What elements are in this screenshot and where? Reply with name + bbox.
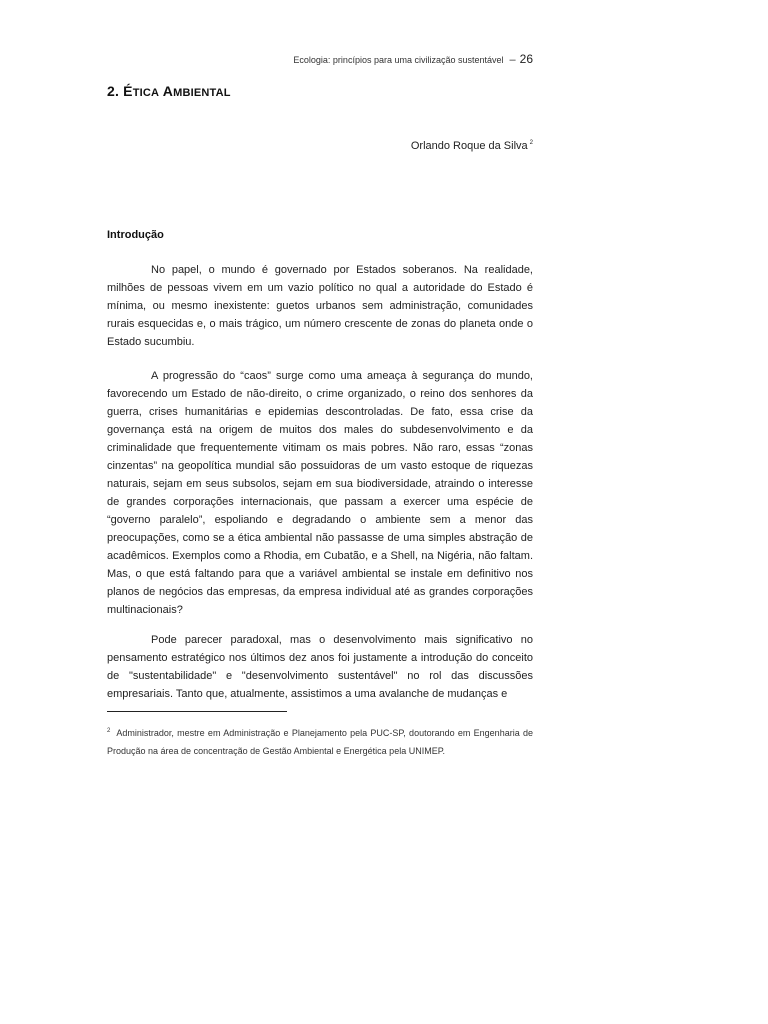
running-title: Ecologia: princípios para uma civilização sustentável <box>293 55 504 65</box>
chapter-title <box>107 83 231 99</box>
footnote-divider <box>107 711 287 712</box>
author-line <box>411 140 533 152</box>
header-separator: – <box>509 54 516 66</box>
paragraph: No papel, o mundo é governado por Estados soberanos. Na realidade, milhões de pessoas vivem em um vazio político no qual a autoridade do Estado é mínima, ou mesmo inexistente: guetos urbanos sem administração, comunidades rurais esquecidas e, o mais trágico, um número crescente de zonas do planeta onde o Estado sucumbiu. <box>107 264 533 348</box>
paragraph: A progressão do “caos” surge como uma ameaça à segurança do mundo, favorecendo um Estado de não-direito, o crime organizado, o reino dos senhores da guerra, crises humanitárias e epidemias descontroladas. De fato, essa crise da governança está na origem de muitos dos males do subdesenvolvimento e da criminalidade que frequentemente vitimam os mais pobres. Não raro, essas “zonas cinzentas” na geopolítica mundial são possuidoras de um vasto estoque de riquezas naturais, sejam em seus subsolos, sejam em sua biodiversidade, atraindo o interesse de grandes corporações internacionais, que passam a exercer uma espécie de “governo paralelo”, espoliando e degradando o ambiente sem a menor das preocupações, como se a ética ambiental não passasse de uma simples abstração de acadêmicos. Exemplos como a Rhodia, em Cubatão, e a Shell, na Nigéria, não faltam. Mas, o que está faltando para que a variável ambiental se instale em definitivo nos planos de negócios das empresas, da empresa individual até as grandes corporações multinacionais? <box>107 370 533 616</box>
footnote <box>107 722 533 760</box>
footnote-mark: 2 <box>107 728 111 734</box>
chapter-number: 2. <box>107 83 120 99</box>
author-footnote-ref: 2 <box>529 140 533 146</box>
running-header <box>293 52 533 66</box>
footnote-text: Administrador, mestre em Administração e Planejamento pela PUC-SP, doutorando em Engenharia de Produção na área de concentração de Gestão Ambiental e Energética pela UNIMEP. <box>107 728 533 756</box>
chapter-title-text: ÉTICA AMBIENTAL <box>123 83 231 99</box>
section-heading: Introdução <box>107 229 164 241</box>
author-name: Orlando Roque da Silva <box>410 140 528 152</box>
paragraph: Pode parecer paradoxal, mas o desenvolvimento mais significativo no pensamento estratégico nos últimos dez anos foi justamente a introdução do conceito de "sustentabilidade" e "desenvolvimento sustentável" no rol das discussões empresariais. Tanto que, atualmente, assistimos a uma avalanche de mudanças e <box>107 634 533 700</box>
page-number: 26 <box>519 52 533 66</box>
